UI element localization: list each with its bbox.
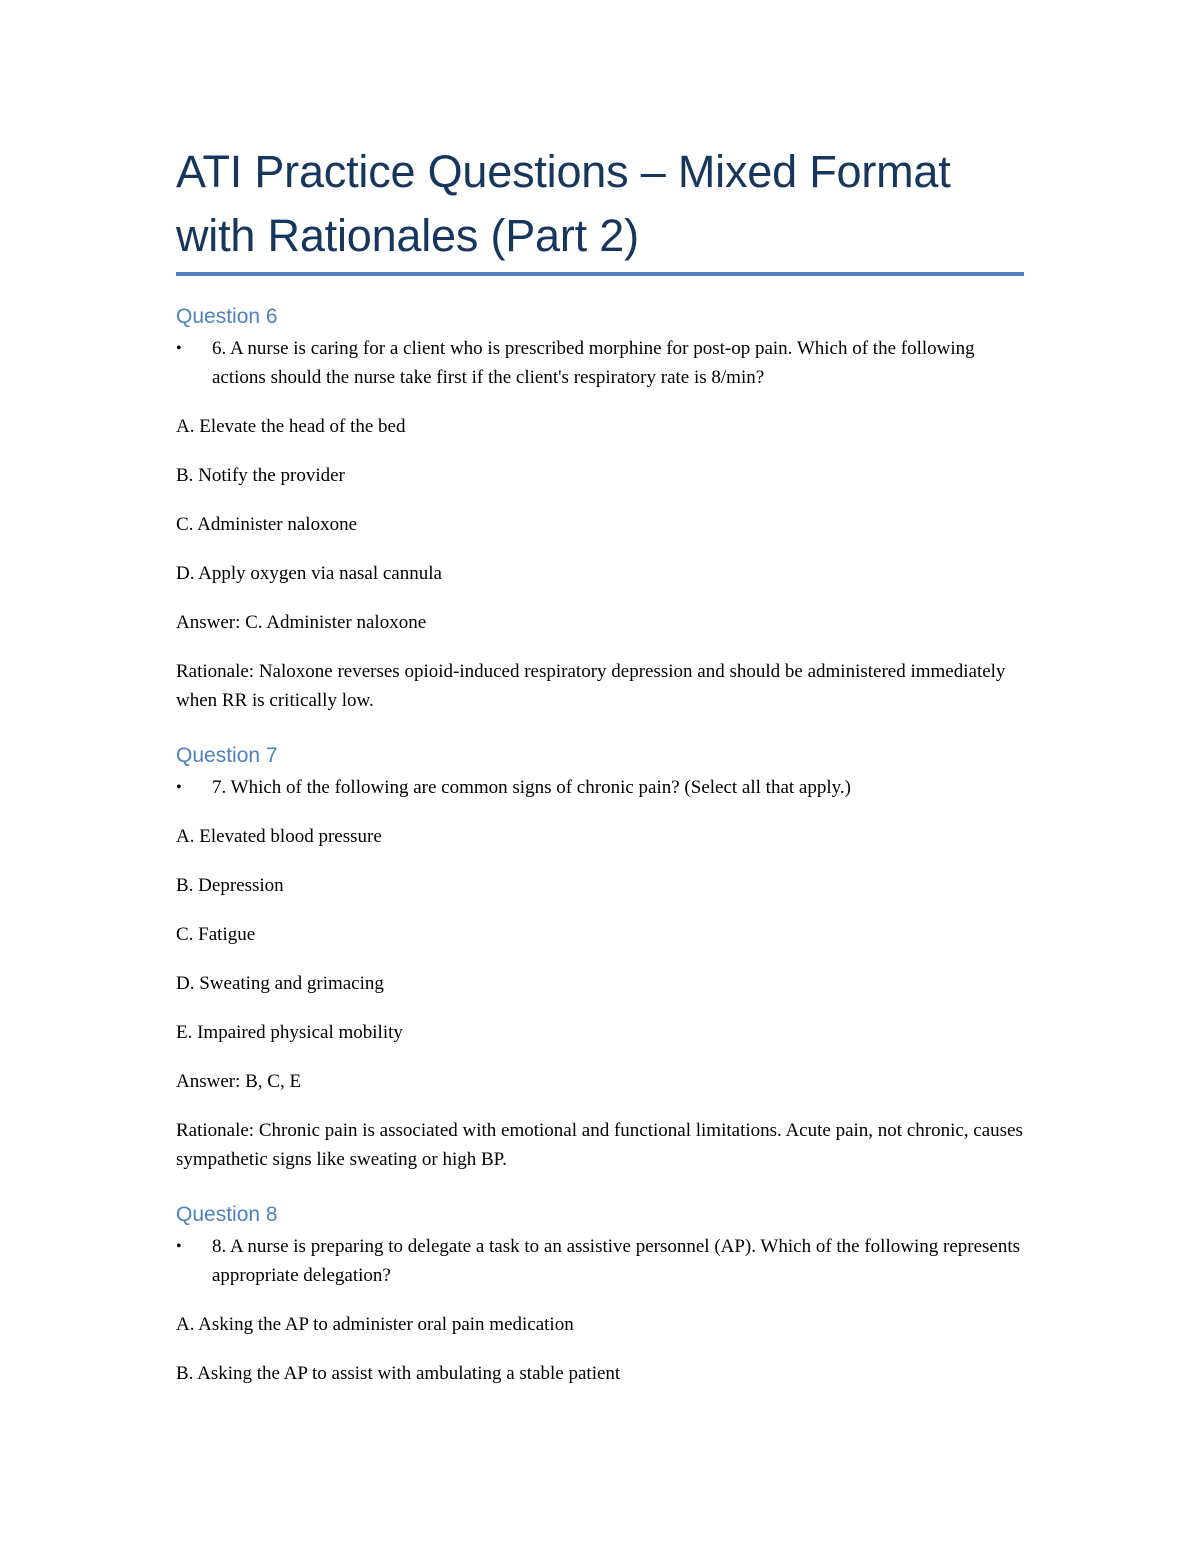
rationale: Rationale: Naloxone reverses opioid-induced respiratory depression and should be administered immediately when RR is critically low.	[176, 661, 1006, 711]
question-heading: Question 7	[176, 744, 278, 767]
answer-option-c: C. Administer naloxone	[176, 514, 358, 535]
answer-option-a: A. Asking the AP to administer oral pain medication	[176, 1314, 574, 1335]
title-underline-rule	[176, 272, 1024, 276]
answer-option-a: A. Elevated blood pressure	[176, 826, 382, 847]
question-6	[176, 302, 1024, 715]
question-stem	[176, 334, 1024, 392]
answer-option-e: E. Impaired physical mobility	[176, 1022, 403, 1043]
question-stem-text: 6. A nurse is caring for a client who is prescribed morphine for post-op pain. Which of the following actions should the nurse take first if the client's respiratory rate is 8/min?	[212, 338, 975, 388]
question-stem-text: 7. Which of the following are common signs of chronic pain? (Select all that apply.)	[212, 777, 851, 798]
answer-key: Answer: C. Administer naloxone	[176, 612, 427, 633]
answer-option-c: C. Fatigue	[176, 924, 256, 945]
title-line-2: with Rationales (Part 2)	[176, 210, 639, 261]
question-stem-text: 8. A nurse is preparing to delegate a task to an assistive personnel (AP). Which of the following represents appropriate delegation?	[212, 1236, 1021, 1286]
question-stem	[176, 773, 1024, 802]
question-heading: Question 8	[176, 1203, 278, 1226]
answer-option-d: D. Sweating and grimacing	[176, 973, 384, 994]
question-8	[176, 1200, 1024, 1388]
bullet-icon: •	[176, 1238, 182, 1255]
bullet-icon: •	[176, 340, 182, 357]
question-7	[176, 741, 1024, 1174]
document-content	[176, 140, 1024, 1388]
answer-option-a: A. Elevate the head of the bed	[176, 416, 406, 437]
answer-option-b: B. Depression	[176, 875, 284, 896]
bullet-icon: •	[176, 779, 182, 796]
answer-option-b: B. Notify the provider	[176, 465, 345, 486]
rationale: Rationale: Chronic pain is associated with emotional and functional limitations. Acute pain, not chronic, causes sympathetic signs like sweating or high BP.	[176, 1120, 1023, 1170]
question-heading: Question 6	[176, 305, 278, 328]
document-title	[176, 140, 1024, 268]
question-stem	[176, 1232, 1024, 1290]
title-line-1: ATI Practice Questions – Mixed Format	[176, 146, 951, 197]
answer-key: Answer: B, C, E	[176, 1071, 302, 1092]
answer-option-b: B. Asking the AP to assist with ambulating a stable patient	[176, 1363, 621, 1384]
answer-option-d: D. Apply oxygen via nasal cannula	[176, 563, 442, 584]
